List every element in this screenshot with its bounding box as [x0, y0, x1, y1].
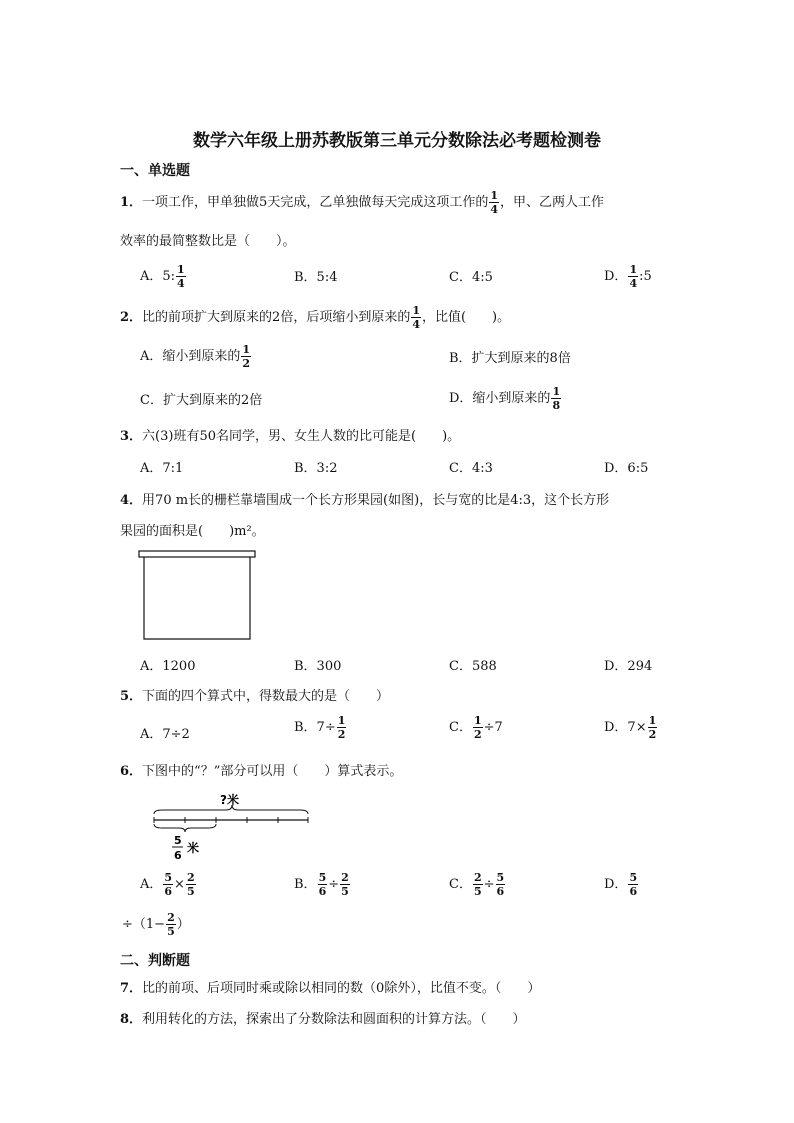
fraction: $\frac{2}{5}$ [473, 871, 482, 898]
option-b: B． $\frac{5}{6}$ ÷ $\frac{2}{5}$ [294, 871, 349, 898]
option-d: D．7× $\frac{1}{2}$ [604, 714, 657, 741]
option-d: D． $\frac{1}{4}$ :5 [604, 263, 652, 290]
option-c: C．扩大到原来的2倍 [140, 393, 263, 408]
option-a: A．7:1 [140, 461, 184, 476]
question-4-line-1: 4．用70 m长的栅栏靠墙围成一个长方形果园(如图)，长与宽的比是4:3，这个长方形 [120, 493, 610, 508]
question-4-line-2: 果园的面积是( )m²。 [120, 524, 265, 539]
question-8: 8．利用转化的方法，探索出了分数除法和圆面积的计算方法。（ ） [120, 1012, 526, 1027]
fraction: $\frac{1}{4}$ [629, 263, 638, 290]
fraction: $\frac{2}{5}$ [167, 911, 175, 938]
fence [144, 557, 250, 639]
option-d: D．294 [604, 659, 653, 674]
question-5: 5．下面的四个算式中，得数最大的是（ ） [120, 689, 390, 704]
option-c: C．588 [449, 659, 497, 674]
question-7: 7．比的前项、后项同时乘或除以相同的数（0除外），比值不变。（ ） [120, 981, 541, 996]
fraction: $\frac{5}{6}$ [629, 871, 638, 898]
fraction: $\frac{1}{4}$ [412, 304, 420, 331]
question-2: 2．比的前项扩大到原来的2倍，后项缩小到原来的 $\frac{1}{4}$ ，比值( )。 [120, 304, 511, 331]
option-c: C． $\frac{1}{2}$ ÷7 [449, 714, 503, 741]
option-d-continued: ÷（1− $\frac{2}{5}$ ） [122, 911, 190, 938]
page-title: 数学六年级上册苏教版第三单元分数除法必考题检测卷 [193, 131, 601, 151]
question-text: ，甲、乙两人工作 [499, 195, 604, 210]
diagram-frac-num: 5 [174, 834, 182, 847]
fraction: $\frac{1}{4}$ [177, 263, 185, 290]
fraction: $\frac{1}{2}$ [648, 714, 657, 741]
fraction: $\frac{5}{6}$ [318, 871, 327, 898]
option-a: A． $\frac{5}{6}$ × $\frac{2}{5}$ [140, 871, 195, 898]
fraction: $\frac{1}{4}$ [490, 189, 498, 216]
diagram-unit: 米 [187, 841, 200, 855]
option-c: C．4:5 [449, 270, 493, 285]
question-3: 3．六(3)班有50名同学，男、女生人数的比可能是( )。 [120, 429, 461, 444]
option-d: D．缩小到原来的 $\frac{1}{8}$ [449, 385, 561, 412]
fraction: $\frac{1}{8}$ [552, 385, 561, 412]
segment-diagram [150, 790, 315, 865]
option-b: B．3:2 [294, 461, 338, 476]
fraction: $\frac{2}{5}$ [186, 871, 195, 898]
diagram-top-label: ?米 [220, 793, 239, 807]
wall [139, 551, 255, 557]
option-b: B．5:4 [294, 270, 338, 285]
bottom-brace [154, 824, 216, 832]
fraction: $\frac{5}{6}$ [496, 871, 505, 898]
option-d: D．6:5 [604, 461, 649, 476]
fraction: $\frac{2}{5}$ [341, 871, 349, 898]
question-1-line-1 [120, 190, 604, 215]
question-number: 2． [120, 310, 143, 325]
option-b: B．7÷ $\frac{1}{2}$ [294, 714, 346, 741]
question-number: 1． [120, 195, 143, 210]
orchard-figure [138, 550, 258, 642]
option-c: C． $\frac{2}{5}$ ÷ $\frac{5}{6}$ [449, 871, 505, 898]
fraction: $\frac{1}{2}$ [473, 714, 482, 741]
option-b: B．扩大到原来的8倍 [449, 351, 571, 366]
option-a: A．1200 [140, 659, 196, 674]
option-d: D． $\frac{5}{6}$ [604, 871, 638, 898]
fraction: $\frac{1}{2}$ [337, 714, 346, 741]
option-a: A．7÷2 [140, 727, 190, 742]
fraction: $\frac{1}{2}$ [242, 343, 251, 370]
question-1-line-2: 效率的最简整数比是（ ）。 [120, 234, 296, 249]
option-a: A．5: $\frac{1}{4}$ [140, 263, 185, 290]
diagram-frac-den: 6 [174, 849, 182, 862]
option-b: B．300 [294, 659, 342, 674]
fraction: $\frac{5}{6}$ [164, 871, 173, 898]
question-6: 6．下图中的“？”部分可以用（ ）算式表示。 [120, 764, 403, 779]
section-true-false: 二、判断题 [120, 953, 190, 969]
question-text: 一项工作，甲单独做5天完成，乙单独做每天完成这项工作的 [142, 195, 489, 210]
option-c: C．4:3 [449, 461, 493, 476]
section-single-choice: 一、单选题 [120, 163, 190, 179]
option-a: A．缩小到原来的 $\frac{1}{2}$ [140, 343, 251, 370]
